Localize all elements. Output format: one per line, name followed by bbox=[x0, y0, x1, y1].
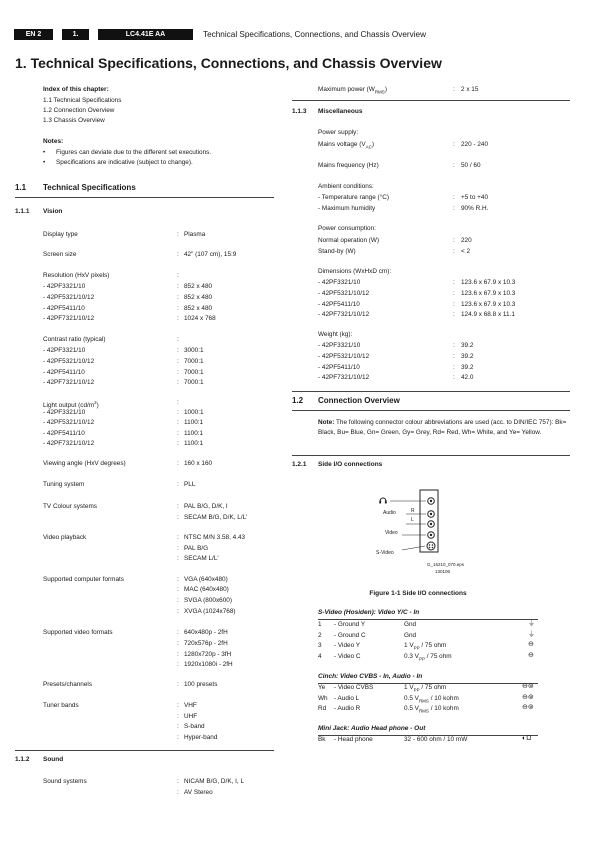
spec-label: Resolution (HxV pixels) bbox=[43, 272, 110, 279]
pin-id: 2 bbox=[318, 631, 322, 639]
spec-colon: : bbox=[453, 86, 455, 93]
spec-colon: : bbox=[453, 290, 455, 297]
spec-colon: : bbox=[177, 545, 179, 552]
spec-label: Screen size bbox=[43, 251, 77, 258]
pin-name: - Ground Y bbox=[334, 621, 366, 628]
index-item[interactable]: 1.2 Connection Overview bbox=[43, 107, 115, 114]
spec-colon: : bbox=[177, 419, 179, 426]
spec-value: SECAM B/G, D/K, L/L' bbox=[184, 514, 248, 521]
index-heading: Index of this chapter: bbox=[43, 86, 109, 93]
spec-value: UHF bbox=[184, 713, 198, 720]
chapter-title: 1. Technical Specifications, Connections, and Chassis Overview bbox=[15, 55, 442, 71]
spec-value: 852 x 480 bbox=[184, 283, 213, 290]
spec-colon: : bbox=[453, 141, 455, 148]
spec-value: 42.0 bbox=[461, 374, 474, 381]
spec-value: VGA (640x480) bbox=[184, 576, 228, 583]
pin-id: 1 bbox=[318, 621, 322, 628]
spec-value: PAL B/G bbox=[184, 545, 209, 552]
divider bbox=[318, 619, 538, 620]
spec-colon: : bbox=[177, 481, 179, 488]
spec-label: TV Colour systems bbox=[43, 503, 97, 510]
spec-value: 7000:1 bbox=[184, 369, 204, 376]
spec-value: PLL bbox=[184, 481, 196, 488]
spec-label: Mains frequency (Hz) bbox=[318, 162, 379, 169]
spec-label: Normal operation (W) bbox=[318, 237, 380, 244]
divider bbox=[292, 410, 570, 411]
spec-colon: : bbox=[177, 629, 179, 636]
pin-value: 0.5 $V_{RMS} / 10$ kohm bbox=[404, 705, 459, 714]
divider bbox=[15, 197, 274, 198]
divider bbox=[15, 750, 274, 751]
spec-colon: : bbox=[177, 460, 179, 467]
spec-value: 3000:1 bbox=[184, 347, 204, 354]
spec-value: 1100:1 bbox=[184, 419, 204, 426]
spec-label: - 42PF5321/10/12 bbox=[43, 358, 95, 365]
spec-label: Tuner bands bbox=[43, 702, 79, 709]
spec-colon: : bbox=[453, 311, 455, 318]
figure-caption: Figure 1-1 Side I/O connections bbox=[369, 590, 467, 597]
spec-colon: : bbox=[177, 315, 179, 322]
spec-value: 1000:1 bbox=[184, 409, 204, 416]
spec-value: 50 / 60 bbox=[461, 162, 481, 169]
figure-label-audio: Audio bbox=[383, 510, 396, 516]
section-title: Technical Specifications bbox=[43, 183, 136, 192]
pin-value: 0.5 $V_{RMS} / 10$ kohm bbox=[404, 694, 459, 703]
pin-id: 4 bbox=[318, 652, 322, 660]
pin-name: - Video Y bbox=[334, 642, 361, 649]
pin-id: Bk bbox=[318, 736, 326, 743]
pin-id: Ye bbox=[318, 684, 326, 691]
spec-label: Supported computer formats bbox=[43, 576, 124, 583]
section-number: 1.1 bbox=[15, 183, 27, 192]
spec-value: SVGA (800x600) bbox=[184, 597, 232, 604]
pin-id: Rd bbox=[318, 705, 327, 712]
spec-colon: : bbox=[177, 305, 179, 312]
spec-value: 39.2 bbox=[461, 353, 474, 360]
spec-colon: : bbox=[177, 597, 179, 604]
pin-name: - Video C bbox=[334, 652, 361, 660]
spec-colon: : bbox=[177, 640, 179, 647]
figure-ref: G_16210_070.eps bbox=[427, 562, 465, 567]
spec-label: - 42PF3321/10 bbox=[318, 279, 361, 286]
spec-label: - 42PF5411/10 bbox=[318, 301, 360, 308]
bullet-icon: • bbox=[43, 159, 46, 166]
spec-colon: : bbox=[177, 430, 179, 437]
spec-label: Sound systems bbox=[43, 778, 87, 785]
spec-value: Hyper-band bbox=[184, 734, 218, 741]
spec-label: Tuning system bbox=[43, 481, 85, 488]
cinch-input-icon: ⊖⊚ bbox=[522, 693, 534, 701]
spec-label: - 42PF5411/10 bbox=[43, 369, 85, 376]
spec-colon: : bbox=[177, 713, 179, 720]
spec-value: 7000:1 bbox=[184, 379, 204, 386]
connection-note: Note: The following connector colour abbreviations are used (acc. to DIN/IEC 757): Bk= Black, Bu= Blue, Gn= Green, Gy= Grey, Rd= Red, Wh= White, and Ye= Yellow. bbox=[318, 419, 567, 436]
pin-value: Gnd bbox=[404, 621, 417, 628]
connector-heading: S-Video (Hosiden): Video Y/C - In bbox=[318, 609, 420, 616]
spec-label: Power supply: bbox=[318, 129, 359, 136]
spec-value: 1920x1080i - 2fH bbox=[184, 661, 233, 668]
spec-colon: : bbox=[177, 778, 179, 785]
spec-label: - Temperature range (°C) bbox=[318, 194, 389, 201]
spec-colon: : bbox=[453, 364, 455, 371]
figure-label-r: R bbox=[411, 508, 415, 514]
section-number: 1.2 bbox=[292, 396, 304, 405]
spec-label: - 42PF3321/10 bbox=[43, 283, 86, 290]
spec-colon: : bbox=[177, 369, 179, 376]
spec-label: Viewing angle (HxV degrees) bbox=[43, 460, 126, 467]
spec-colon: : bbox=[177, 231, 179, 238]
subsection-title: Vision bbox=[43, 208, 63, 215]
headphone-output-icon: ◐Ω bbox=[522, 735, 532, 742]
spec-value: Plasma bbox=[184, 231, 206, 238]
subsection-number: 1.1.3 bbox=[292, 108, 307, 115]
spec-colon: : bbox=[177, 576, 179, 583]
bullet-icon: • bbox=[43, 149, 46, 156]
spec-label: Contrast ratio (typical) bbox=[43, 336, 106, 343]
svideo-jack-icon bbox=[427, 542, 435, 550]
spec-colon: : bbox=[177, 586, 179, 593]
spec-label: Presets/channels bbox=[43, 681, 93, 688]
subsection-number: 1.1.1 bbox=[15, 208, 30, 215]
pin-value: 1 $V_{PP} / 75$ ohm bbox=[404, 684, 447, 693]
spec-label: Ambient conditions: bbox=[318, 183, 374, 190]
spec-value: 1100:1 bbox=[184, 440, 204, 447]
spec-colon: : bbox=[177, 379, 179, 386]
figure-date: 130106 bbox=[435, 569, 451, 574]
spec-value: NTSC M/N 3.58, 4.43 bbox=[184, 534, 246, 541]
subsection-number: 1.1.2 bbox=[15, 756, 30, 763]
spec-value: XVGA (1024x768) bbox=[184, 608, 236, 615]
spec-colon: : bbox=[177, 608, 179, 615]
spec-value: 39.2 bbox=[461, 364, 474, 371]
spec-colon: : bbox=[177, 534, 179, 541]
spec-value: NICAM B/G, D/K, I, L bbox=[184, 778, 245, 785]
spec-colon: : bbox=[453, 205, 455, 212]
spec-label: - 42PF5321/10/12 bbox=[43, 419, 95, 426]
spec-value: 640x480p - 2fH bbox=[184, 629, 228, 636]
pin-name: - Audio L bbox=[334, 694, 360, 702]
note-item: Figures can deviate due to the different set executions. bbox=[56, 149, 212, 156]
spec-colon: : bbox=[177, 681, 179, 688]
spec-colon: : bbox=[177, 336, 179, 343]
spec-value: 1100:1 bbox=[184, 430, 204, 437]
spec-value: 7000:1 bbox=[184, 358, 204, 365]
spec-colon: : bbox=[177, 283, 179, 290]
spec-colon: : bbox=[177, 661, 179, 668]
pin-name: - Ground C bbox=[334, 631, 366, 639]
spec-value: 1280x720p - 3fH bbox=[184, 651, 232, 658]
spec-colon: : bbox=[177, 347, 179, 354]
spec-value: 123.6 x 67.9 x 10.3 bbox=[461, 301, 516, 308]
input-icon: ⊖ bbox=[528, 651, 534, 659]
spec-colon: : bbox=[177, 651, 179, 658]
spec-label: - 42PF7321/10/12 bbox=[318, 311, 370, 318]
input-icon: ⊖ bbox=[528, 641, 534, 648]
spec-value: 160 x 160 bbox=[184, 460, 213, 467]
spec-colon: : bbox=[453, 301, 455, 308]
figure-label-video: Video bbox=[385, 530, 398, 536]
spec-label: Display type bbox=[43, 231, 78, 238]
spec-colon: : bbox=[177, 723, 179, 730]
spec-label: Supported video formats bbox=[43, 629, 113, 636]
spec-label: - 42PF3321/10 bbox=[318, 342, 361, 349]
spec-label: Mains voltage $(V_{AC})$ bbox=[318, 141, 375, 150]
header-box-page: EN 2 bbox=[14, 29, 53, 40]
spec-value: AV Stereo bbox=[184, 789, 213, 796]
spec-value: VHF bbox=[184, 702, 197, 709]
figure-label-l: L bbox=[411, 517, 414, 523]
spec-label: Weight (kg): bbox=[318, 331, 353, 338]
spec-value: 2 x 15 bbox=[461, 86, 479, 93]
spec-value: +5 to +40 bbox=[461, 194, 489, 201]
spec-label: - 42PF5321/10/12 bbox=[318, 353, 370, 360]
spec-value: 720x576p - 2fH bbox=[184, 640, 228, 647]
index-item[interactable]: 1.1 Technical Specifications bbox=[43, 97, 122, 104]
spec-label: - 42PF7321/10/12 bbox=[43, 440, 95, 447]
note-item: Specifications are indicative (subject to change). bbox=[56, 159, 193, 166]
spec-label: Video playback bbox=[43, 534, 87, 541]
spec-value: 220 - 240 bbox=[461, 141, 489, 148]
cinch-input-icon: ⊖⊚ bbox=[522, 683, 534, 690]
header-title: Technical Specifications, Connections, and Chassis Overview bbox=[203, 30, 426, 39]
spec-label: Light output $(cd/m^2)$ bbox=[43, 400, 99, 410]
spec-colon: : bbox=[177, 702, 179, 709]
connector-heading: Mini Jack: Audio Head phone - Out bbox=[318, 725, 426, 732]
spec-label: - 42PF3321/10 bbox=[43, 409, 86, 416]
pin-name: - Audio R bbox=[334, 705, 361, 712]
header-box-chapter: 1. bbox=[62, 29, 89, 40]
spec-value: < 2 bbox=[461, 248, 471, 255]
spec-colon: : bbox=[453, 279, 455, 286]
ground-icon: ⏚ bbox=[528, 620, 535, 627]
spec-label: - 42PF5321/10/12 bbox=[318, 290, 370, 297]
spec-colon: : bbox=[453, 342, 455, 349]
spec-colon: : bbox=[177, 503, 179, 510]
pin-value: 32 - 600 ohm / 10 mW bbox=[404, 736, 468, 743]
pin-value: Gnd bbox=[404, 631, 417, 639]
cinch-input-icon: ⊖⊚ bbox=[522, 704, 534, 711]
spec-value: MAC (640x480) bbox=[184, 586, 229, 593]
spec-colon: : bbox=[177, 251, 179, 258]
index-item[interactable]: 1.3 Chassis Overview bbox=[43, 117, 105, 124]
pin-name: - Head phone bbox=[334, 736, 373, 743]
spec-value: 1024 x 768 bbox=[184, 315, 216, 322]
spec-value: 42" (107 cm), 15:9 bbox=[184, 251, 237, 258]
spec-label: - 42PF5411/10 bbox=[43, 305, 85, 312]
pin-value: 0.3 $V_{PP} / 75$ ohm bbox=[404, 652, 452, 661]
connector-heading: Cinch: Video CVBS - In, Audio - In bbox=[318, 673, 423, 680]
spec-label: - 42PF5411/10 bbox=[43, 430, 85, 437]
spec-colon: : bbox=[177, 294, 179, 301]
spec-colon: : bbox=[453, 353, 455, 360]
spec-value: 100 presets bbox=[184, 681, 218, 688]
spec-colon: : bbox=[453, 237, 455, 244]
pin-name: - Video CVBS bbox=[334, 684, 374, 691]
figure-label-svideo: S-Video bbox=[376, 550, 394, 556]
section-title: Connection Overview bbox=[318, 396, 400, 405]
notes-heading: Notes: bbox=[43, 138, 64, 145]
spec-value: 123.6 x 67.9 x 10.3 bbox=[461, 279, 516, 286]
spec-value: 124.9 x 68.8 x 11.1 bbox=[461, 311, 515, 318]
spec-value: SECAM L/L' bbox=[184, 555, 219, 562]
spec-label: - 42PF7321/10/12 bbox=[43, 379, 95, 386]
spec-value: 90% R.H. bbox=[461, 205, 489, 212]
divider bbox=[292, 100, 570, 101]
spec-value: 220 bbox=[461, 237, 472, 244]
spec-label: - 42PF7321/10/12 bbox=[318, 374, 370, 381]
spec-colon: : bbox=[453, 162, 455, 169]
spec-value: 852 x 480 bbox=[184, 305, 213, 312]
spec-colon: : bbox=[177, 358, 179, 365]
header-box-model: LC4.41E AA bbox=[98, 29, 193, 40]
spec-colon: : bbox=[177, 409, 179, 416]
spec-label: - 42PF7321/10/12 bbox=[43, 315, 95, 322]
spec-value: 39.2 bbox=[461, 342, 474, 349]
spec-colon: : bbox=[177, 789, 179, 796]
spec-value: S-band bbox=[184, 723, 205, 730]
spec-value: 852 x 480 bbox=[184, 294, 213, 301]
divider bbox=[292, 391, 570, 392]
spec-colon: : bbox=[177, 440, 179, 447]
spec-colon: : bbox=[177, 514, 179, 521]
spec-colon: : bbox=[453, 194, 455, 201]
spec-colon: : bbox=[177, 399, 179, 406]
subsection-number: 1.2.1 bbox=[292, 461, 307, 468]
pin-value: 1 $V_{PP} / 75$ ohm bbox=[404, 642, 447, 651]
spec-colon: : bbox=[177, 734, 179, 741]
spec-label: Power consumption: bbox=[318, 225, 376, 232]
spec-label: Maximum power $(W_{RMS})$ bbox=[318, 86, 387, 95]
spec-label: - 42PF3321/10 bbox=[43, 347, 86, 354]
spec-value: 123.6 x 67.9 x 10.3 bbox=[461, 290, 516, 297]
spec-label: - Maximum humidity bbox=[318, 205, 376, 212]
spec-colon: : bbox=[453, 248, 455, 255]
spec-label: Dimensions (WxHxD cm): bbox=[318, 268, 392, 275]
spec-label: Stand-by (W) bbox=[318, 248, 356, 255]
subsection-title: Sound bbox=[43, 756, 64, 763]
spec-label: - 42PF5411/10 bbox=[318, 364, 360, 371]
spec-value: PAL B/G, D/K, I bbox=[184, 503, 228, 510]
spec-colon: : bbox=[177, 272, 179, 279]
pin-id: 3 bbox=[318, 642, 322, 649]
spec-colon: : bbox=[453, 374, 455, 381]
spec-colon: : bbox=[177, 555, 179, 562]
spec-label: - 42PF5321/10/12 bbox=[43, 294, 95, 301]
subsection-title: Miscellaneous bbox=[318, 108, 363, 115]
divider bbox=[292, 455, 570, 456]
pin-id: Wh bbox=[318, 694, 328, 702]
subsection-title: Side I/O connections bbox=[318, 461, 383, 468]
ground-icon: ⏚ bbox=[528, 630, 535, 638]
